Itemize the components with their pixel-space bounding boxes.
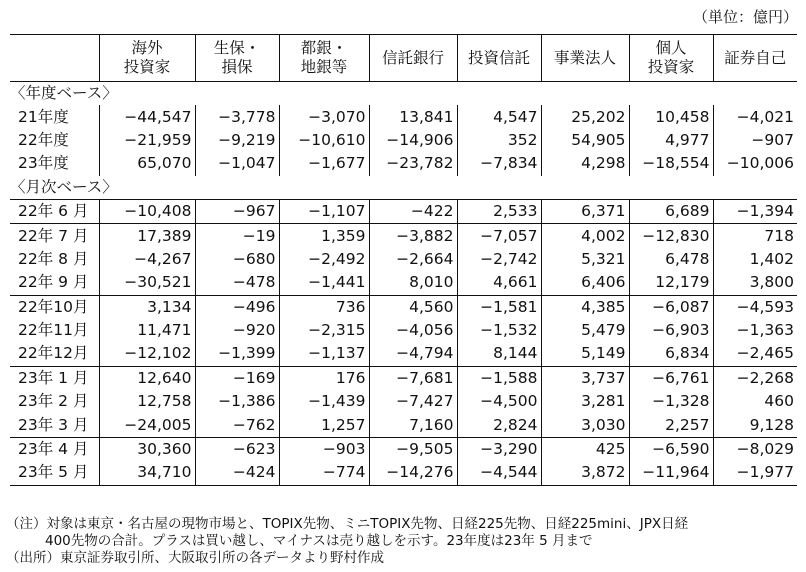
value-cell: −1,532 bbox=[457, 319, 541, 342]
value-cell: −762 bbox=[195, 413, 279, 437]
value-cell: −920 bbox=[195, 319, 279, 342]
value-cell: −24,005 bbox=[99, 413, 195, 437]
footnotes bbox=[6, 516, 801, 567]
value-cell: 5,149 bbox=[541, 342, 629, 366]
value-cell: 5,479 bbox=[541, 319, 629, 342]
row-label: 22年10月 bbox=[10, 295, 99, 319]
table-row bbox=[10, 319, 797, 342]
value-cell: −4,794 bbox=[369, 342, 457, 366]
value-cell: 3,737 bbox=[541, 366, 629, 390]
value-cell: −4,500 bbox=[457, 390, 541, 413]
value-cell: 460 bbox=[713, 390, 797, 413]
source-text: 東京証券取引所、大阪取引所の各データより野村作成 bbox=[60, 550, 384, 566]
table-row bbox=[10, 366, 797, 390]
value-cell: 3,800 bbox=[713, 271, 797, 295]
row-label: 22年12月 bbox=[18, 344, 89, 363]
value-cell: −478 bbox=[195, 271, 279, 295]
value-cell: −12,102 bbox=[99, 342, 195, 366]
value-cell: −14,906 bbox=[369, 129, 457, 152]
table-header-row bbox=[10, 35, 797, 82]
value-cell: 3,134 bbox=[99, 295, 195, 319]
table-row bbox=[10, 105, 797, 128]
value-cell: −2,465 bbox=[713, 342, 797, 366]
value-cell: −9,219 bbox=[195, 129, 279, 152]
value-cell: −967 bbox=[195, 199, 279, 223]
value-cell: −1,107 bbox=[279, 199, 369, 223]
value-cell: 4,547 bbox=[457, 105, 541, 128]
value-cell: 3,030 bbox=[541, 413, 629, 437]
value-cell: 6,478 bbox=[629, 248, 713, 271]
value-cell: 4,977 bbox=[629, 129, 713, 152]
row-label: 22年 9 月 bbox=[18, 273, 89, 292]
value-cell: −1,363 bbox=[713, 319, 797, 342]
value-cell: −2,742 bbox=[457, 248, 541, 271]
value-cell: −1,439 bbox=[279, 390, 369, 413]
value-cell: 34,710 bbox=[99, 461, 195, 485]
value-cell: 3,872 bbox=[541, 461, 629, 485]
column-header bbox=[457, 35, 541, 82]
value-cell: −1,047 bbox=[195, 152, 279, 175]
value-cell: −18,554 bbox=[629, 152, 713, 175]
value-cell: 25,202 bbox=[541, 105, 629, 128]
table-row bbox=[10, 461, 797, 485]
value-cell: −1,588 bbox=[457, 366, 541, 390]
row-label: 22年 7 月 bbox=[10, 224, 99, 248]
value-cell: −7,834 bbox=[457, 152, 541, 175]
value-cell: −422 bbox=[369, 199, 457, 223]
value-cell: 4,385 bbox=[541, 295, 629, 319]
row-label: 21年度 bbox=[18, 107, 69, 126]
value-cell: −11,964 bbox=[629, 461, 713, 485]
column-header-line1: 信託銀行 bbox=[381, 48, 444, 67]
value-cell: −6,590 bbox=[629, 437, 713, 461]
value-cell: 12,179 bbox=[629, 271, 713, 295]
section-title: 〈月次ベース〉 bbox=[10, 177, 118, 196]
value-cell: 6,834 bbox=[629, 342, 713, 366]
value-cell: 2,824 bbox=[457, 413, 541, 437]
value-cell: −4,056 bbox=[369, 319, 457, 342]
value-cell: 8,144 bbox=[457, 342, 541, 366]
value-cell: 1,257 bbox=[279, 413, 369, 437]
column-header bbox=[713, 35, 797, 82]
note-line bbox=[6, 516, 801, 533]
value-cell: −496 bbox=[195, 295, 279, 319]
note-text: 対象は東京・名古屋の現物市場と、TOPIX先物、ミニTOPIX先物、日経225先物、日経225mini、JPX日経 bbox=[46, 516, 689, 532]
value-cell: −3,778 bbox=[195, 105, 279, 128]
table-row bbox=[10, 224, 797, 248]
value-cell: −10,610 bbox=[279, 129, 369, 152]
value-cell: −6,087 bbox=[629, 295, 713, 319]
value-cell: −6,903 bbox=[629, 319, 713, 342]
value-cell: −30,521 bbox=[99, 271, 195, 295]
value-cell: −7,057 bbox=[457, 224, 541, 248]
column-header bbox=[629, 35, 713, 82]
note-line-continued: 400先物の合計。プラスは買い越し、マイナスは売り越しを示す。23年度は23年 5 月まで bbox=[45, 533, 593, 549]
value-cell: 9,128 bbox=[713, 413, 797, 437]
value-cell: −19 bbox=[195, 224, 279, 248]
column-header-line1: 投資信託 bbox=[467, 48, 530, 67]
value-cell: −14,276 bbox=[369, 461, 457, 485]
value-cell: 5,321 bbox=[541, 248, 629, 271]
value-cell: −4,593 bbox=[713, 295, 797, 319]
value-cell: 176 bbox=[279, 366, 369, 390]
column-header-line1: 都銀・ bbox=[300, 39, 348, 57]
column-header-line1: 事業法人 bbox=[553, 48, 616, 67]
value-cell: 4,002 bbox=[541, 224, 629, 248]
value-cell: −623 bbox=[195, 437, 279, 461]
row-label: 22年 8 月 bbox=[18, 249, 89, 268]
column-header bbox=[369, 35, 457, 82]
value-cell: −169 bbox=[195, 366, 279, 390]
row-label: 22年11月 bbox=[18, 321, 89, 340]
value-cell: −2,664 bbox=[369, 248, 457, 271]
value-cell: 1,402 bbox=[713, 248, 797, 271]
value-cell: −10,006 bbox=[713, 152, 797, 175]
value-cell: 54,905 bbox=[541, 129, 629, 152]
value-cell: −680 bbox=[195, 248, 279, 271]
column-header-line2: 損保 bbox=[221, 58, 253, 76]
value-cell: 12,758 bbox=[99, 390, 195, 413]
source-label: （出所） bbox=[6, 550, 60, 566]
value-cell: 13,841 bbox=[369, 105, 457, 128]
value-cell: 6,406 bbox=[541, 271, 629, 295]
table-row bbox=[10, 390, 797, 413]
row-label: 23年度 bbox=[18, 154, 69, 173]
column-header bbox=[195, 35, 279, 82]
column-header bbox=[279, 35, 369, 82]
investor-flow-table bbox=[10, 34, 797, 486]
table-row bbox=[10, 295, 797, 319]
unit-label: （単位：億円） bbox=[692, 8, 798, 26]
value-cell: −8,029 bbox=[713, 437, 797, 461]
table-row bbox=[10, 437, 797, 461]
section-header-row bbox=[10, 176, 797, 200]
value-cell: −774 bbox=[279, 461, 369, 485]
value-cell: 8,010 bbox=[369, 271, 457, 295]
note-label: （注） bbox=[6, 516, 47, 532]
value-cell: −2,492 bbox=[279, 248, 369, 271]
table-row bbox=[10, 152, 797, 175]
value-cell: −21,959 bbox=[99, 129, 195, 152]
value-cell: −7,681 bbox=[369, 366, 457, 390]
value-cell: −2,268 bbox=[713, 366, 797, 390]
table-row bbox=[10, 199, 797, 223]
row-label: 22年度 bbox=[18, 130, 69, 149]
value-cell: 4,661 bbox=[457, 271, 541, 295]
value-cell: −4,267 bbox=[99, 248, 195, 271]
value-cell: 17,389 bbox=[99, 224, 195, 248]
table-row bbox=[10, 129, 797, 152]
value-cell: −1,328 bbox=[629, 390, 713, 413]
source-line bbox=[6, 550, 801, 567]
row-label: 22年 6 月 bbox=[10, 199, 99, 223]
value-cell: −3,290 bbox=[457, 437, 541, 461]
value-cell: −10,408 bbox=[99, 199, 195, 223]
table-row bbox=[10, 342, 797, 366]
value-cell: 3,281 bbox=[541, 390, 629, 413]
value-cell: −23,782 bbox=[369, 152, 457, 175]
value-cell: 2,533 bbox=[457, 199, 541, 223]
column-header-line1: 個人 bbox=[655, 39, 687, 57]
value-cell: −907 bbox=[713, 129, 797, 152]
value-cell: 7,160 bbox=[369, 413, 457, 437]
value-cell: −1,977 bbox=[713, 461, 797, 485]
row-label: 23年 3 月 bbox=[18, 415, 89, 434]
value-cell: −2,315 bbox=[279, 319, 369, 342]
value-cell: −9,505 bbox=[369, 437, 457, 461]
value-cell: −1,441 bbox=[279, 271, 369, 295]
value-cell: 352 bbox=[457, 129, 541, 152]
table-row bbox=[10, 413, 797, 437]
value-cell: 1,359 bbox=[279, 224, 369, 248]
column-header-line1: 海外 bbox=[131, 39, 163, 57]
value-cell: 12,640 bbox=[99, 366, 195, 390]
value-cell: −1,137 bbox=[279, 342, 369, 366]
value-cell: −1,399 bbox=[195, 342, 279, 366]
section-title: 〈年度ベース〉 bbox=[10, 84, 118, 103]
table-row bbox=[10, 248, 797, 271]
value-cell: 6,371 bbox=[541, 199, 629, 223]
column-header bbox=[99, 35, 195, 82]
value-cell: −424 bbox=[195, 461, 279, 485]
value-cell: 4,560 bbox=[369, 295, 457, 319]
column-header-line1: 証券自己 bbox=[724, 48, 787, 67]
value-cell: −3,070 bbox=[279, 105, 369, 128]
value-cell: −4,021 bbox=[713, 105, 797, 128]
value-cell: −1,386 bbox=[195, 390, 279, 413]
row-label: 23年 4 月 bbox=[10, 437, 99, 461]
value-cell: 11,471 bbox=[99, 319, 195, 342]
value-cell: −7,427 bbox=[369, 390, 457, 413]
value-cell: 425 bbox=[541, 437, 629, 461]
value-cell: −1,581 bbox=[457, 295, 541, 319]
value-cell: 718 bbox=[713, 224, 797, 248]
value-cell: 2,257 bbox=[629, 413, 713, 437]
row-label: 23年 2 月 bbox=[18, 392, 89, 411]
value-cell: 736 bbox=[279, 295, 369, 319]
value-cell: 10,458 bbox=[629, 105, 713, 128]
column-header-line2: 地銀等 bbox=[300, 58, 348, 76]
value-cell: 6,689 bbox=[629, 199, 713, 223]
value-cell: 65,070 bbox=[99, 152, 195, 175]
value-cell: −4,544 bbox=[457, 461, 541, 485]
value-cell: −903 bbox=[279, 437, 369, 461]
column-header bbox=[541, 35, 629, 82]
column-header bbox=[10, 35, 99, 82]
column-header-line2: 投資家 bbox=[647, 58, 695, 76]
value-cell: −1,677 bbox=[279, 152, 369, 175]
value-cell: −1,394 bbox=[713, 199, 797, 223]
section-header-row bbox=[10, 82, 797, 106]
row-label: 23年 1 月 bbox=[10, 366, 99, 390]
value-cell: −6,761 bbox=[629, 366, 713, 390]
row-label: 23年 5 月 bbox=[10, 461, 99, 485]
column-header-line2: 投資家 bbox=[123, 58, 171, 76]
value-cell: 30,360 bbox=[99, 437, 195, 461]
table-row bbox=[10, 271, 797, 295]
value-cell: −12,830 bbox=[629, 224, 713, 248]
column-header-line1: 生保・ bbox=[213, 39, 261, 57]
value-cell: −44,547 bbox=[99, 105, 195, 128]
value-cell: −3,882 bbox=[369, 224, 457, 248]
value-cell: 4,298 bbox=[541, 152, 629, 175]
